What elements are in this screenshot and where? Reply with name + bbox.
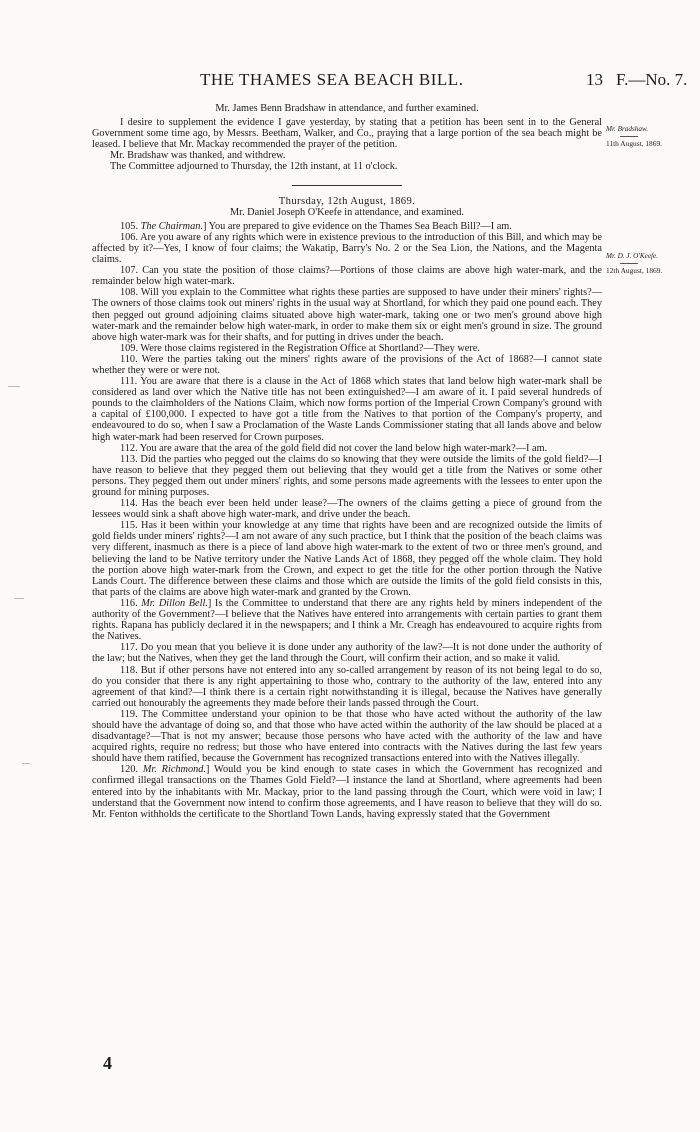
question-text: ] Is the Committee to understand that there are any rights held by miners independent of the authority of the Government?—I believe that the Natives have entered into arrangements with certain parties to grant them rights. Rapana has publicly declared it in the newspapers; and I think a Mr. Creagh has endeavoured to acquire rights from the Natives. bbox=[92, 597, 603, 643]
question-111: 111. You are aware that there is a clause in the Act of 1868 which states that land below high water-mark shall be considered as land over which the Native title has not been extinguished?—I am aware of it. I paid several hundreds of pounds to the claimholders of the Nations Claim, which now forms portion of the Imperial Crown Company's ground with a capital of £100,000. I expected to have got a title from the Natives to that portion of the Company's property, and endeavoured to do so, when I saw a Proclamation of the Waste Lands Commissioner stating that all lands above and below high water-mark had been reserved for Crown purposes. bbox=[92, 376, 602, 443]
question-118: 118. But if other persons have not entered into any so-called arrangement by reason of its not being legal to do so, do you consider that there is any right appertaining to those who, contrary to the authority of the law, entered into any agreement of that kind?—I think there is a certain right notwithstanding it is illegal, because the Natives have generally carried out honourably the agreements they made before their lands passed through the Court. bbox=[92, 664, 602, 709]
question-113: 113. Did the parties who pegged out the claims do so knowing that they were outside the limits of the gold field?—I have reason to believe that they pegged them out believing that they would get a title from the Natives or some other persons. They pegged them out under miners' rights, and some persons made agreements with the lessees to enter upon the ground for mining purposes. bbox=[92, 453, 602, 498]
question-119: 119. The Committee understand your opinion to be that those who have acted without the authority of the law should have the advantage of doing so, and that those who have acted within the authority of the law should be placed at a disadvantage?—That is not my answer; because those persons who have acted with the authority of the law and have acquired rights, require no redress; but those who have entered into contracts with the Natives during the last few years should have them ratified, because the Government has recognized transactions entered into with the Natives illegally. bbox=[92, 708, 602, 765]
question-108: 108. Will you explain to the Committee what rights these parties are supposed to have under their miners' rights?—The owners of those claims took out miners' rights in the usual way at Shortland, for which they paid one pound each. They then pegged out ground adjoining claims situated above high water-mark, taking one or two men's ground above high water-mark and the remainder below high water-mark, in order to make them six or eight men's ground in size. The ground above high water-mark was for their shafts, and for putting in drives under the beach. bbox=[92, 287, 602, 343]
question-116 bbox=[92, 598, 602, 642]
question-109: 109. Were those claims registered in the Registration Office at Shortland?—They were. bbox=[120, 342, 480, 354]
question-text: ] You are prepared to give evidence on the Thames Sea Beach Bill?—I am. bbox=[202, 220, 512, 232]
margin-note-okeefe bbox=[606, 252, 696, 276]
signature-mark: 4 bbox=[103, 1053, 112, 1073]
scan-mark bbox=[14, 598, 24, 599]
section-divider bbox=[292, 185, 402, 186]
question-107: 107. Can you state the position of those claims?—Portions of those claims are above high water-mark, and the remainder below high water-mark. bbox=[92, 265, 602, 288]
paragraph: The Committee adjourned to Thursday, the 12th instant, at 11 o'clock. bbox=[110, 161, 398, 173]
margin-note-bradshaw bbox=[606, 125, 696, 149]
page-number: 13 bbox=[586, 70, 603, 89]
question-110: 110. Were the parties taking out the miners' rights aware of the provisions of the Act of 1868?—I cannot state whether they were or were not. bbox=[92, 353, 602, 376]
question-120 bbox=[92, 764, 602, 819]
paragraph: I desire to supplement the evidence I gave yesterday, by stating that a petition has been sent in to the General Government some time ago, by Messrs. Beetham, Walker, and Co., praying that a large portion of the sea beach might be leased. I believe that Mr. Mackay recommended the prayer of the petition. bbox=[92, 117, 602, 151]
scan-mark bbox=[22, 763, 30, 764]
margin-note-date: 12th August, 1869. bbox=[606, 266, 663, 275]
question-106: 106. Are you aware of any rights which were in existence previous to the introduction of this Bill, and which may be affected by it?—Yes, I know of four claims; the Wakatip, Barry's No. 2 or the Sea Lion, the Nations, and the Magenta claims. bbox=[92, 231, 602, 266]
question-114: 114. Has the beach ever been held under lease?—The owners of the claims getting a piece of ground from the lessees would sink a shaft above high water-mark, and drive under the beach. bbox=[92, 498, 602, 521]
speaker-name: The Chairman. bbox=[140, 220, 203, 232]
speaker-name: Mr. Dillon Bell. bbox=[141, 597, 208, 609]
question-text: ] Would you be kind enough to state cases in which the Government has recognized and confirmed illegal transactions on the Thames Gold Field?—I instance the land at Shortland, where agreements had been entered into by the inhabitants with Mr. Mackay, prior to the land passing through the Court, which were void in law; I understand that the Government now intend to confirm those agreements, and I have reason to believe that they will do so. Mr. Fenton withholds the certificate to the Shortland Town Lands, having expressly stated that the Government bbox=[92, 764, 602, 820]
margin-divider bbox=[620, 136, 638, 137]
witness-attendance: Mr. James Benn Bradshaw in attendance, and further examined. bbox=[215, 103, 479, 114]
margin-note-name: Mr. Bradshaw. bbox=[606, 125, 648, 133]
question-number: 120. bbox=[120, 764, 139, 776]
margin-divider bbox=[620, 263, 638, 264]
speaker-name: Mr. Richmond. bbox=[142, 764, 206, 776]
scan-mark bbox=[8, 386, 20, 387]
question-number: 105. bbox=[120, 220, 139, 232]
question-105 bbox=[92, 221, 602, 232]
question-112: 112. You are aware that the area of the gold field did not cover the land below high water-mark?—I am. bbox=[120, 442, 548, 454]
document-title: THE THAMES SEA BEACH BILL. bbox=[200, 70, 464, 89]
question-117: 117. Do you mean that you believe it is done under any authority of the law?—It is not done under the authority of the law; but the Natives, when they get the land through the Court, will confirm their action, and so make it valid. bbox=[92, 642, 602, 665]
page-header bbox=[92, 70, 692, 92]
question-115: 115. Has it been within your knowledge at any time that rights have been and are recognized outside the limits of gold fields under miners' rights?—I am not aware of any such practice, but I think that the position of the beach claims was very different, inasmuch as there is a piece of land above high water-mark to the extent of two or three men's ground, and believing the land to be Native territory under the Native Lands Act of 1868, they pegged off the whole claim. They hold the portion above high water-mark from the Crown, and expect to get the title for the other portion through the Native Lands Court. The difference between these claims and those which are outside the limits of the gold field consists in this, that parts of the claims are above high water-mark and granted by the Crown. bbox=[92, 520, 602, 598]
paragraph: Mr. Bradshaw was thanked, and withdrew. bbox=[110, 150, 286, 162]
witness-attendance: Mr. Daniel Joseph O'Keefe in attendance, and examined. bbox=[229, 206, 465, 218]
margin-note-name: Mr. D. J. O'Keefe. bbox=[606, 252, 659, 260]
question-number: 116. bbox=[120, 597, 138, 609]
document-body bbox=[92, 103, 602, 820]
paper-reference: F.—No. 7. bbox=[616, 70, 688, 89]
sitting-date-heading: Thursday, 12th August, 1869. bbox=[278, 195, 416, 207]
margin-note-date: 11th August, 1869. bbox=[606, 139, 662, 148]
